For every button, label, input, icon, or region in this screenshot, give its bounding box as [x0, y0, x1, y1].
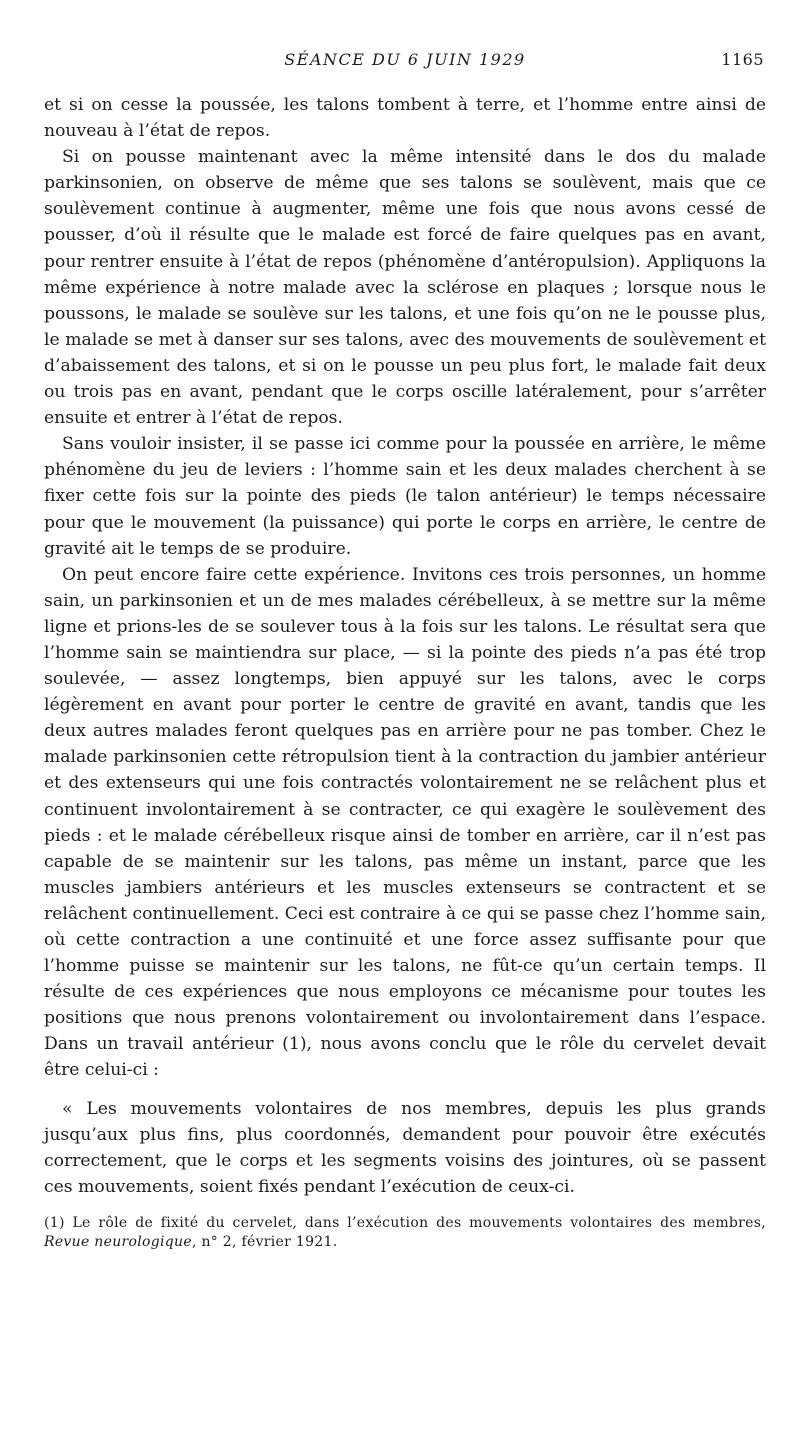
- footnote-1: [44, 1214, 766, 1252]
- paragraph-3: Sans vouloir insister, il se passe ici comme pour la poussée en arrière, le même phénomène du jeu de leviers : l’homme sain et les deux malades cherchent à se fixer cette fois sur la pointe des pieds (le talon antérieur) le temps nécessaire pour que le mouvement (la puissance) qui porte le corps en arrière, le centre de gravité ait le temps de se produire.: [44, 434, 766, 559]
- article-body: [44, 92, 766, 1200]
- running-head-title: SÉANCE DU 6 JUIN 1929: [284, 50, 526, 69]
- page: [44, 50, 766, 1252]
- page-number: 1165: [721, 50, 764, 69]
- paragraph-2: Si on pousse maintenant avec la même intensité dans le dos du malade parkinsonien, on observe de même que ses talons se soulèvent, mais que ce soulèvement continue à augmenter, même une fois que nous avons cessé de pousser, d’où il résulte que le malade est forcé de faire quelques pas en avant, pour rentrer ensuite à l’état de repos (phénomène d’antéropulsion). Appliquons la même expérience à notre malade avec la sclérose en plaques ; lorsque nous le poussons, le malade se soulève sur les talons, et une fois qu’on ne le pousse plus, le malade se met à danser sur ses talons, avec des mouvements de soulèvement et d’abaissement des talons, et si on le pousse un peu plus fort, le malade fait deux ou trois pas en avant, pendant que le corps oscille latéralement, pour s’arrêter ensuite et entrer à l’état de repos.: [44, 147, 766, 429]
- paragraph-4: On peut encore faire cette expérience. Invitons ces trois personnes, un homme sain, un parkinsonien et un de mes malades cérébelleux, à se mettre sur la même ligne et prions-les de se soulever tous à la fois sur les talons. Le résultat sera que l’homme sain se maintiendra sur place, — si la pointe des pieds n’a pas été trop soulevée, — assez longtemps, bien appuyé sur les talons, avec le corps légèrement en avant pour porter le centre de gravité en avant, tandis que les deux autres malades feront quelques pas en arrière pour ne pas tomber. Chez le malade parkinsonien cette rétropulsion tient à la contraction du jambier antérieur et des extenseurs qui une fois contractés volontairement ne se relâchent plus et continuent involontairement à se contracter, ce qui exagère le soulèvement des pieds : et le malade cérébelleux risque ainsi de tomber en arrière, car il n’est pas capable de se maintenir sur les talons, pas même un instant, parce que les muscles jambiers antérieurs et les muscles extenseurs se contractent et se relâchent continuellement. Ceci est contraire à ce qui se passe chez l’homme sain, où cette contraction a une continuité et une force assez suffisante pour que l’homme puisse se maintenir sur les talons, ne fût-ce qu’un certain temps. Il résulte de ces expériences que nous employons ce mécanisme pour toutes les positions que nous prenons volontairement ou involontairement dans l’espace. Dans un travail antérieur (1), nous avons conclu que le rôle du cervelet devait être celui-ci :: [44, 564, 766, 1081]
- footnote-tail: , n° 2, février 1921.: [191, 1233, 338, 1250]
- footnote-journal: Revue neurologique: [44, 1233, 192, 1250]
- running-head: [44, 50, 766, 76]
- footnotes: [44, 1214, 766, 1252]
- quoted-paragraph: « Les mouvements volontaires de nos membres, depuis les plus grands jusqu’aux plus fins, plus coordonnés, demandent pour pouvoir être exécutés correctement, que le corps et les segments voisins des jointures, où se passent ces mouvements, soient fixés pendant l’exécution de ceux-ci.: [44, 1098, 766, 1197]
- paragraph-1: et si on cesse la poussée, les talons tombent à terre, et l’homme entre ainsi de nouveau à l’état de repos.: [44, 95, 766, 142]
- footnote-text: (1) Le rôle de fixité du cervelet, dans l’exécution des mouvements volontaires des membres,: [44, 1214, 766, 1231]
